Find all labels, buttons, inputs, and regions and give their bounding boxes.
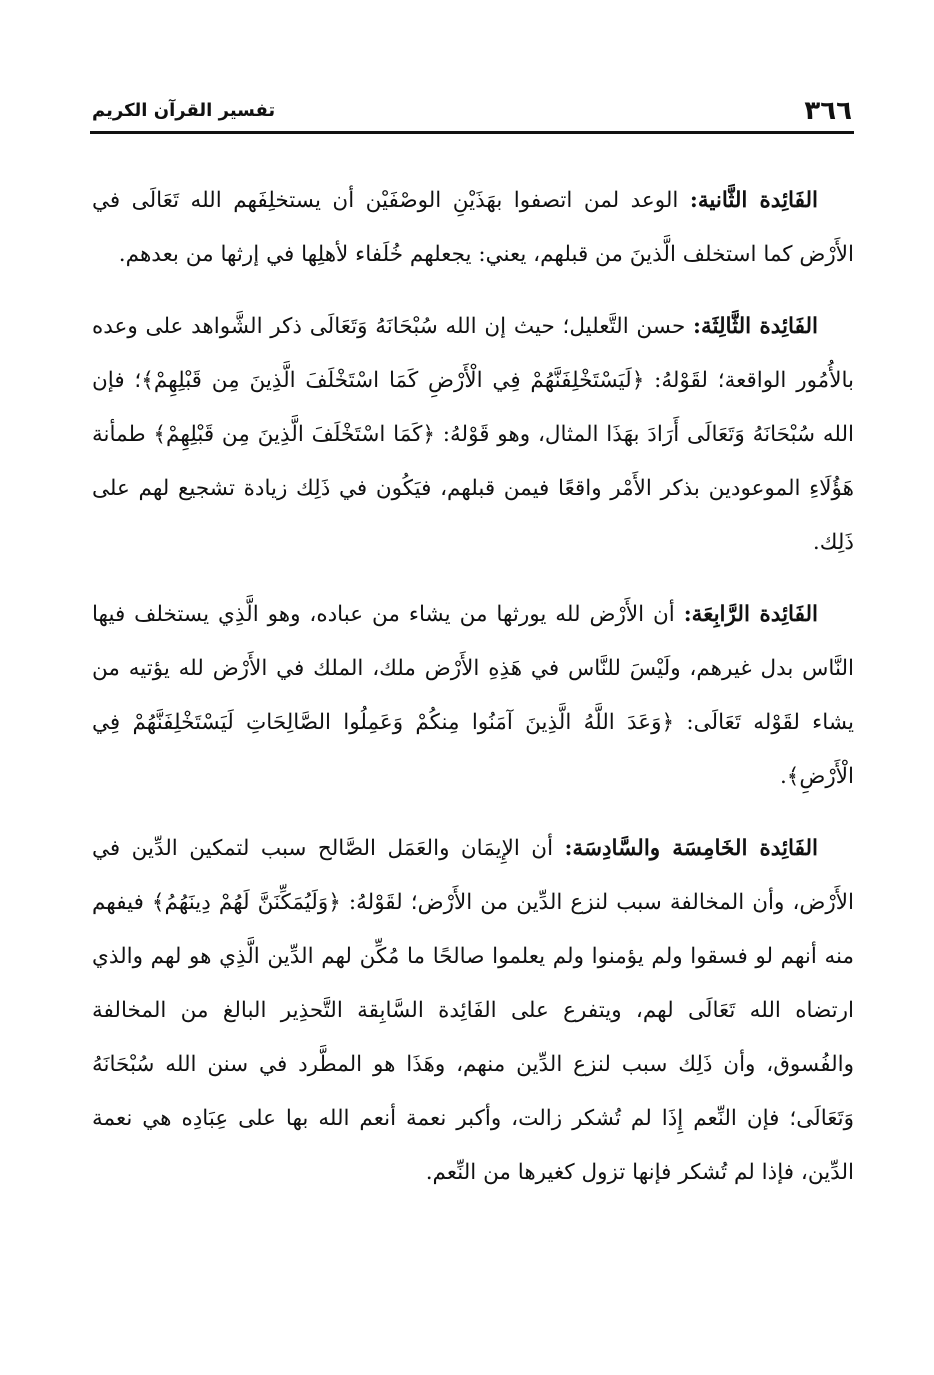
paragraph-heading: الفَائِدة الرَّابِعَة: — [683, 602, 819, 627]
page-number: ٣٦٦ — [804, 96, 852, 126]
paragraph-third-benefit — [92, 300, 854, 570]
paragraph-heading: الفَائِدة الخَامِسَة والسَّادِسَة: — [564, 836, 818, 861]
paragraph-fourth-benefit — [92, 588, 854, 804]
running-header — [92, 92, 852, 126]
book-title: تفسير القرآن الكريم — [92, 100, 276, 121]
page-body — [92, 174, 854, 1218]
paragraph-heading: الفَائِدة الثَّانية: — [689, 188, 819, 213]
paragraph-fifth-sixth-benefit — [92, 822, 854, 1200]
paragraph-second-benefit — [92, 174, 854, 282]
paragraph-text: أن الإِيمَان والعَمَل الصَّالح سبب لتمكين الدِّين في الأَرْض، وأن المخالفة سبب لنزع الدِّين من الأَرْض؛ لقَوْلهُ: ﴿وَلَيُمَكِّنَنَّ لَهُمْ دِينَهُمُ﴾ فيفهم منه أنهم لو فسقوا ولم يؤمنوا ولم يعلموا صالحًا ما مُكِّن لهم الدِّين الَّذِي هو لهم والذي ارتضاه الله تَعَالَى لهم، ويتفرع على الفَائِدة السَّابِقة التَّحذِير البالغ من المخالفة والفُسوق، وأن ذَلِك سبب لنزع الدِّين منهم، وهَذَا هو المطَّرد في سنن الله سُبْحَانَهُ وَتَعَالَى؛ فإن النِّعم إِذَا لم تُشكر زالت، وأكبر نعمة أنعم الله بها على عِبَادِه هي نعمة الدِّين، فإذا لم تُشكر فإنها تزول كغيرها من النِّعم. — [92, 836, 854, 1185]
paragraph-text: أن الأَرْض لله يورثها من يشاء من عباده، وهو الَّذِي يستخلف فيها النَّاس بدل غيرهم، ولَيْسَ للنَّاس في هَذِهِ الأَرْض ملك، الملك في الأَرْض لله يؤتيه من يشاء لقَوْله تَعَالَى: ﴿وَعَدَ اللَّهُ الَّذِينَ آمَنُوا مِنكُمْ وَعَمِلُوا الصَّالِحَاتِ لَيَسْتَخْلِفَنَّهُمْ فِي الْأَرْضِ﴾. — [92, 602, 854, 789]
paragraph-text: حسن التَّعليل؛ حيث إن الله سُبْحَانَهُ وَتَعَالَى ذكر الشَّواهد على وعده بالأُمُور الواقعة؛ لقَوْلهُ: ﴿لَيَسْتَخْلِفَنَّهُمْ فِي الْأَرْضِ كَمَا اسْتَخْلَفَ الَّذِينَ مِن قَبْلِهِمْ﴾؛ فإن الله سُبْحَانَهُ وَتَعَالَى أَرَادَ بهَذَا المثال، وهو قَوْلهُ: ﴿كَمَا اسْتَخْلَفَ الَّذِينَ مِن قَبْلِهِمْ﴾ طمأنة هَؤُلَاءِ الموعودين بذكر الأَمْر واقعًا فيمن قبلهم، فيَكُون في ذَلِك زيادة تشجيع لهم على ذَلِك. — [92, 314, 854, 555]
header-divider — [90, 131, 854, 134]
paragraph-text: الوعد لمن اتصفوا بهَذَيْنِ الوصْفَيْن أن يستخلِفَهم الله تَعَالَى في الأَرْض كما استخلف الَّذينَ من قبلهم، يعني: يجعلهم خُلَفاء لأهلِها في إرثها من بعدهم. — [92, 188, 854, 267]
paragraph-heading: الفَائِدة الثَّالِثَة: — [693, 314, 818, 339]
